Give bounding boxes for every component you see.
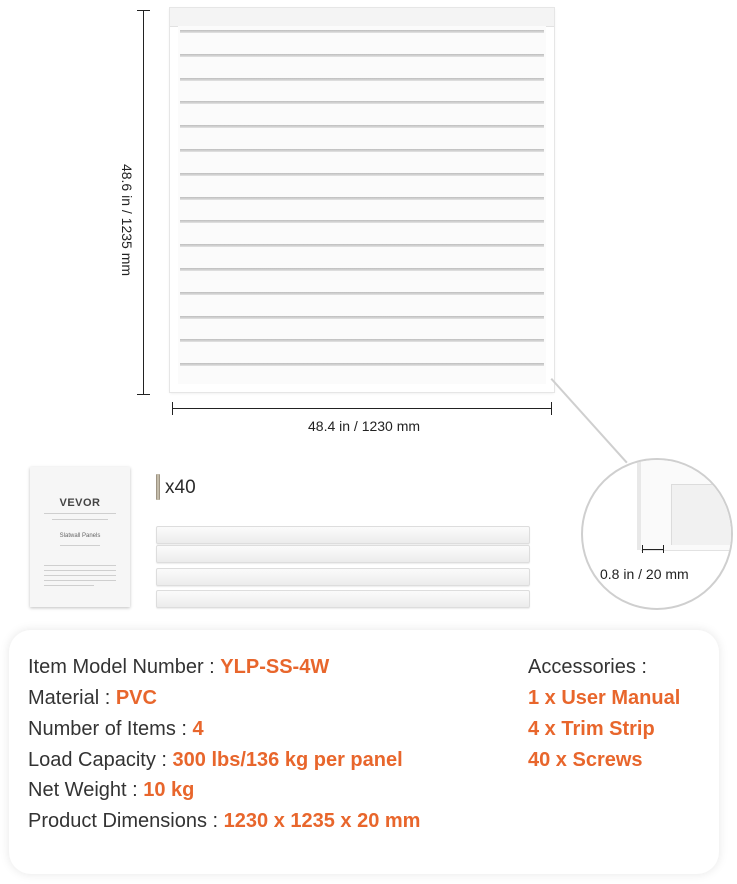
thickness-dimension-cap-right xyxy=(663,545,664,553)
panel-slot xyxy=(180,125,544,128)
manual-text-line xyxy=(44,585,94,586)
spec-load-capacity: Load Capacity : 300 lbs/136 kg per panel xyxy=(28,749,403,771)
manual-text-line xyxy=(44,580,116,581)
manual-text-line xyxy=(44,575,116,576)
height-dimension-cap-bottom xyxy=(137,394,150,395)
width-dimension-label: 48.4 in / 1230 mm xyxy=(308,418,421,434)
edge-detail-slot xyxy=(671,484,733,545)
accessory-trim-strip: 4 x Trim Strip xyxy=(528,718,655,740)
height-dimension-line xyxy=(143,10,144,394)
manual-text-line xyxy=(60,545,100,546)
edge-detail-side xyxy=(637,460,641,550)
manual-text-line xyxy=(52,519,108,520)
panel-slot xyxy=(180,363,544,366)
panel-slot xyxy=(180,54,544,57)
width-dimension-line xyxy=(172,408,552,409)
spec-model-number: Item Model Number : YLP-SS-4W xyxy=(28,656,330,678)
spec-number-of-items: Number of Items : 4 xyxy=(28,718,204,740)
specifications-card xyxy=(9,630,719,874)
panel-slot xyxy=(180,30,544,33)
thickness-dimension-cap-left xyxy=(642,545,643,553)
accessory-screws: 40 x Screws xyxy=(528,749,643,771)
height-dimension-label: 48.6 in / 1235 mm xyxy=(119,163,135,277)
panel-slot xyxy=(180,316,544,319)
user-manual-image xyxy=(30,467,130,607)
manual-text-line xyxy=(44,513,116,514)
width-dimension-cap-right xyxy=(551,402,552,415)
panel-slot xyxy=(180,244,544,247)
panel-slot xyxy=(180,149,544,152)
trim-strip xyxy=(156,545,530,563)
accessories-title: Accessories : xyxy=(528,656,647,678)
screw-icon xyxy=(156,474,160,500)
zoom-leader-line xyxy=(551,378,628,463)
panel-slot xyxy=(180,197,544,200)
trim-strip xyxy=(156,568,530,586)
panel-slot xyxy=(180,78,544,81)
edge-detail-magnifier xyxy=(581,458,733,610)
spec-material: Material : PVC xyxy=(28,687,157,709)
panel-slot xyxy=(180,339,544,342)
panel-slot xyxy=(180,292,544,295)
accessory-user-manual: 1 x User Manual xyxy=(528,687,681,709)
panel-slot xyxy=(180,268,544,271)
spec-net-weight: Net Weight : 10 kg xyxy=(28,779,195,801)
manual-text-line xyxy=(44,565,116,566)
panel-slot xyxy=(180,220,544,223)
manual-title: Slatwall Panels xyxy=(59,533,101,539)
panel-slot xyxy=(180,101,544,104)
width-dimension-cap-left xyxy=(172,402,173,415)
screw-quantity: x40 xyxy=(165,477,196,498)
trim-strip xyxy=(156,590,530,608)
slatwall-panel xyxy=(170,8,554,392)
manual-text-line xyxy=(44,570,116,571)
thickness-dimension-label: 0.8 in / 20 mm xyxy=(600,566,689,582)
thickness-dimension-line xyxy=(642,549,664,550)
spec-product-dimensions: Product Dimensions : 1230 x 1235 x 20 mm xyxy=(28,810,421,832)
height-dimension-cap-top xyxy=(137,10,150,11)
panel-slot xyxy=(180,173,544,176)
trim-strip xyxy=(156,526,530,544)
manual-brand-logo: VEVOR xyxy=(59,497,101,509)
panel-top-rail xyxy=(170,8,554,27)
